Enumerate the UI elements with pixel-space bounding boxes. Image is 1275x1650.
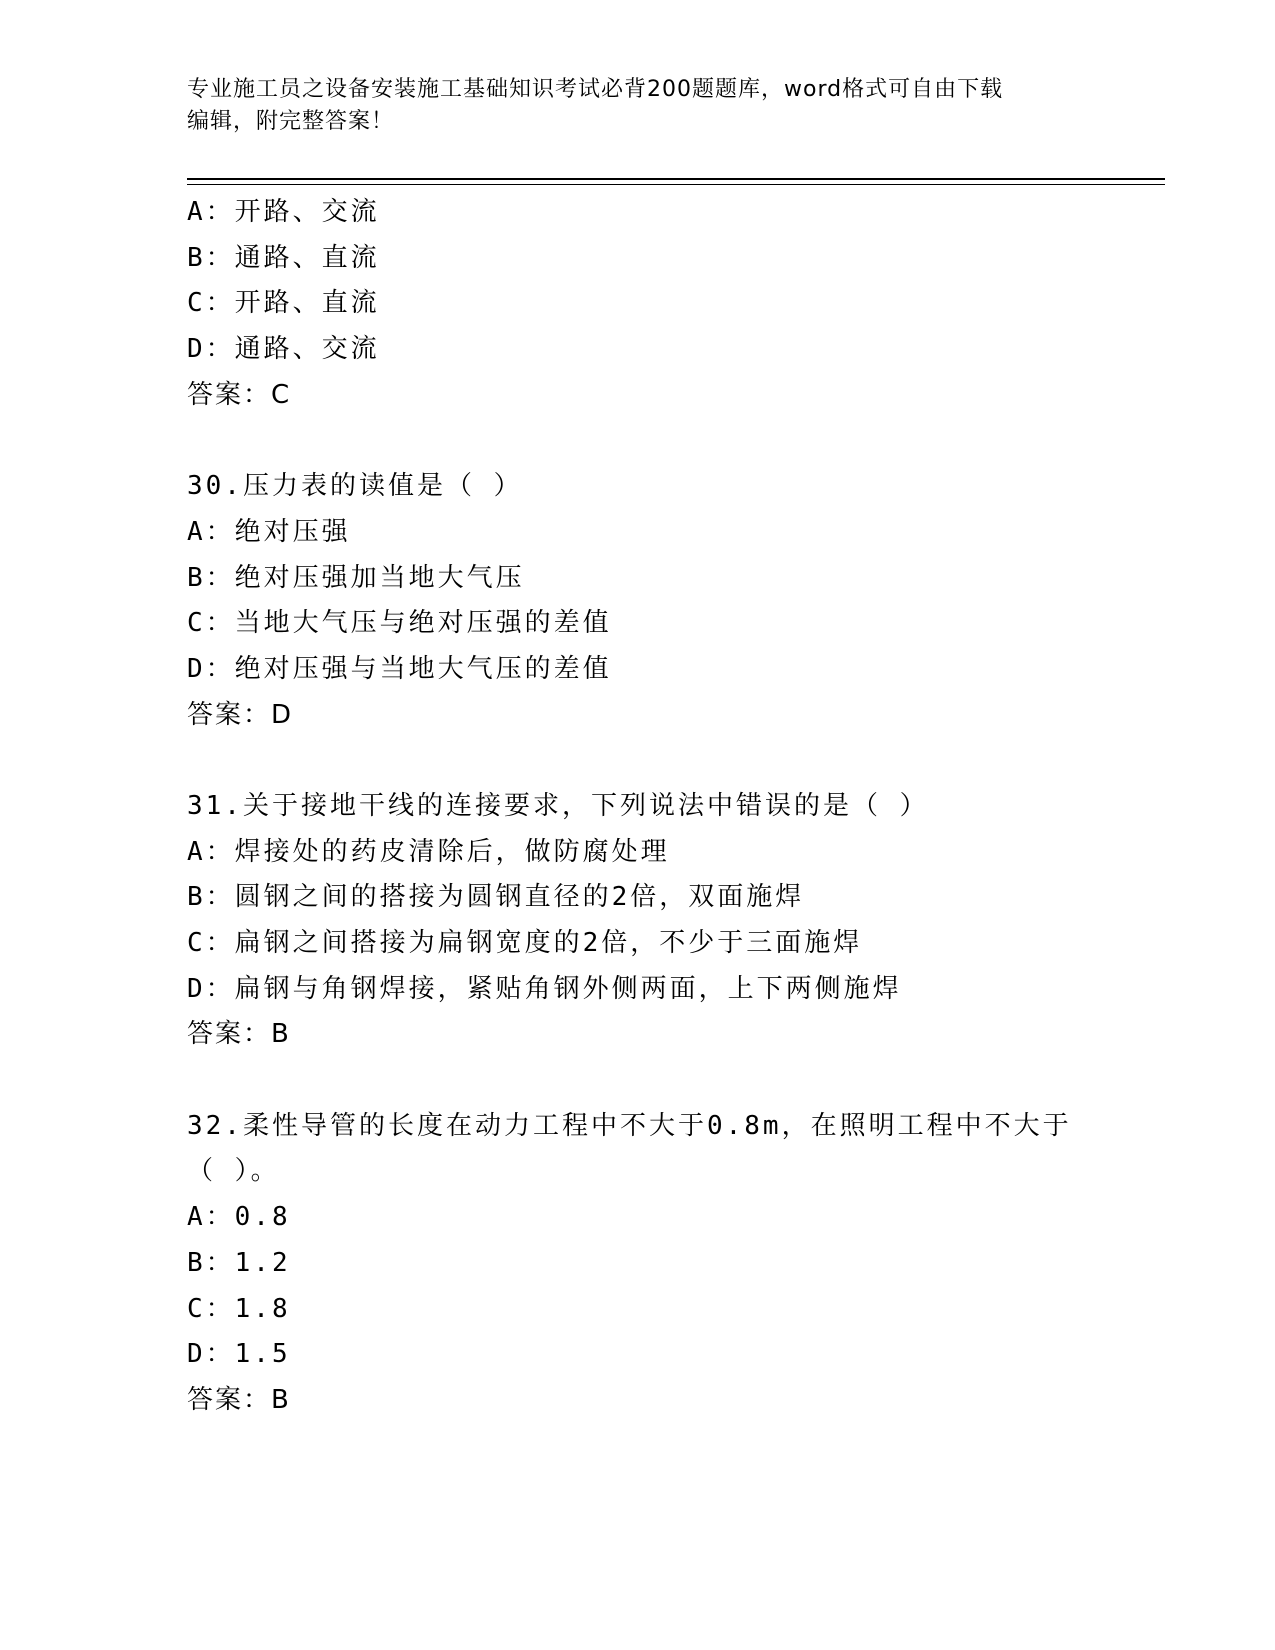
option-d: D：通路、交流 bbox=[187, 334, 380, 365]
answer-label: 答案：B bbox=[187, 1019, 291, 1050]
question-29 bbox=[187, 190, 1167, 418]
header-title-line2: 编辑，附完整答案！ bbox=[187, 109, 395, 134]
document-header bbox=[187, 74, 1087, 138]
question-30 bbox=[187, 464, 1167, 738]
option-c: C：1.8 bbox=[187, 1293, 291, 1324]
question-32 bbox=[187, 1104, 1167, 1424]
header-title-line1: 专业施工员之设备安装施工基础知识考试必背200题题库，word格式可自由下载 bbox=[187, 77, 1004, 102]
option-b: B：1.2 bbox=[187, 1247, 291, 1278]
spacer bbox=[187, 738, 1167, 784]
question-31 bbox=[187, 784, 1167, 1058]
answer-label: 答案：C bbox=[187, 379, 292, 410]
option-b: B：通路、直流 bbox=[187, 242, 380, 273]
option-a: A：焊接处的药皮清除后，做防腐处理 bbox=[187, 836, 670, 867]
option-d: D：1.5 bbox=[187, 1339, 291, 1370]
answer-label: 答案：B bbox=[187, 1384, 291, 1415]
option-b: B：圆钢之间的搭接为圆钢直径的2倍，双面施焊 bbox=[187, 882, 805, 913]
question-text: 32.柔性导管的长度在动力工程中不大于0.8m，在照明工程中不大于（ ）。 bbox=[187, 1110, 1072, 1187]
option-d: D：绝对压强与当地大气压的差值 bbox=[187, 653, 612, 684]
option-c: C：开路、直流 bbox=[187, 288, 380, 319]
header-rule-thin bbox=[187, 184, 1165, 185]
answer-label: 答案：D bbox=[187, 699, 294, 730]
question-text: 30.压力表的读值是（ ） bbox=[187, 471, 523, 502]
question-list bbox=[187, 190, 1167, 1424]
option-c: C：扁钢之间搭接为扁钢宽度的2倍，不少于三面施焊 bbox=[187, 928, 863, 959]
option-c: C：当地大气压与绝对压强的差值 bbox=[187, 608, 612, 639]
option-b: B：绝对压强加当地大气压 bbox=[187, 562, 525, 593]
option-a: A：开路、交流 bbox=[187, 197, 380, 227]
option-a: A：绝对压强 bbox=[187, 516, 351, 547]
header-rule-thick bbox=[187, 178, 1165, 180]
option-a: A：0.8 bbox=[187, 1202, 291, 1233]
spacer bbox=[187, 1058, 1167, 1104]
question-text: 31.关于接地干线的连接要求，下列说法中错误的是（ ） bbox=[187, 790, 929, 821]
spacer bbox=[187, 418, 1167, 464]
option-d: D：扁钢与角钢焊接，紧贴角钢外侧两面，上下两侧施焊 bbox=[187, 973, 902, 1004]
